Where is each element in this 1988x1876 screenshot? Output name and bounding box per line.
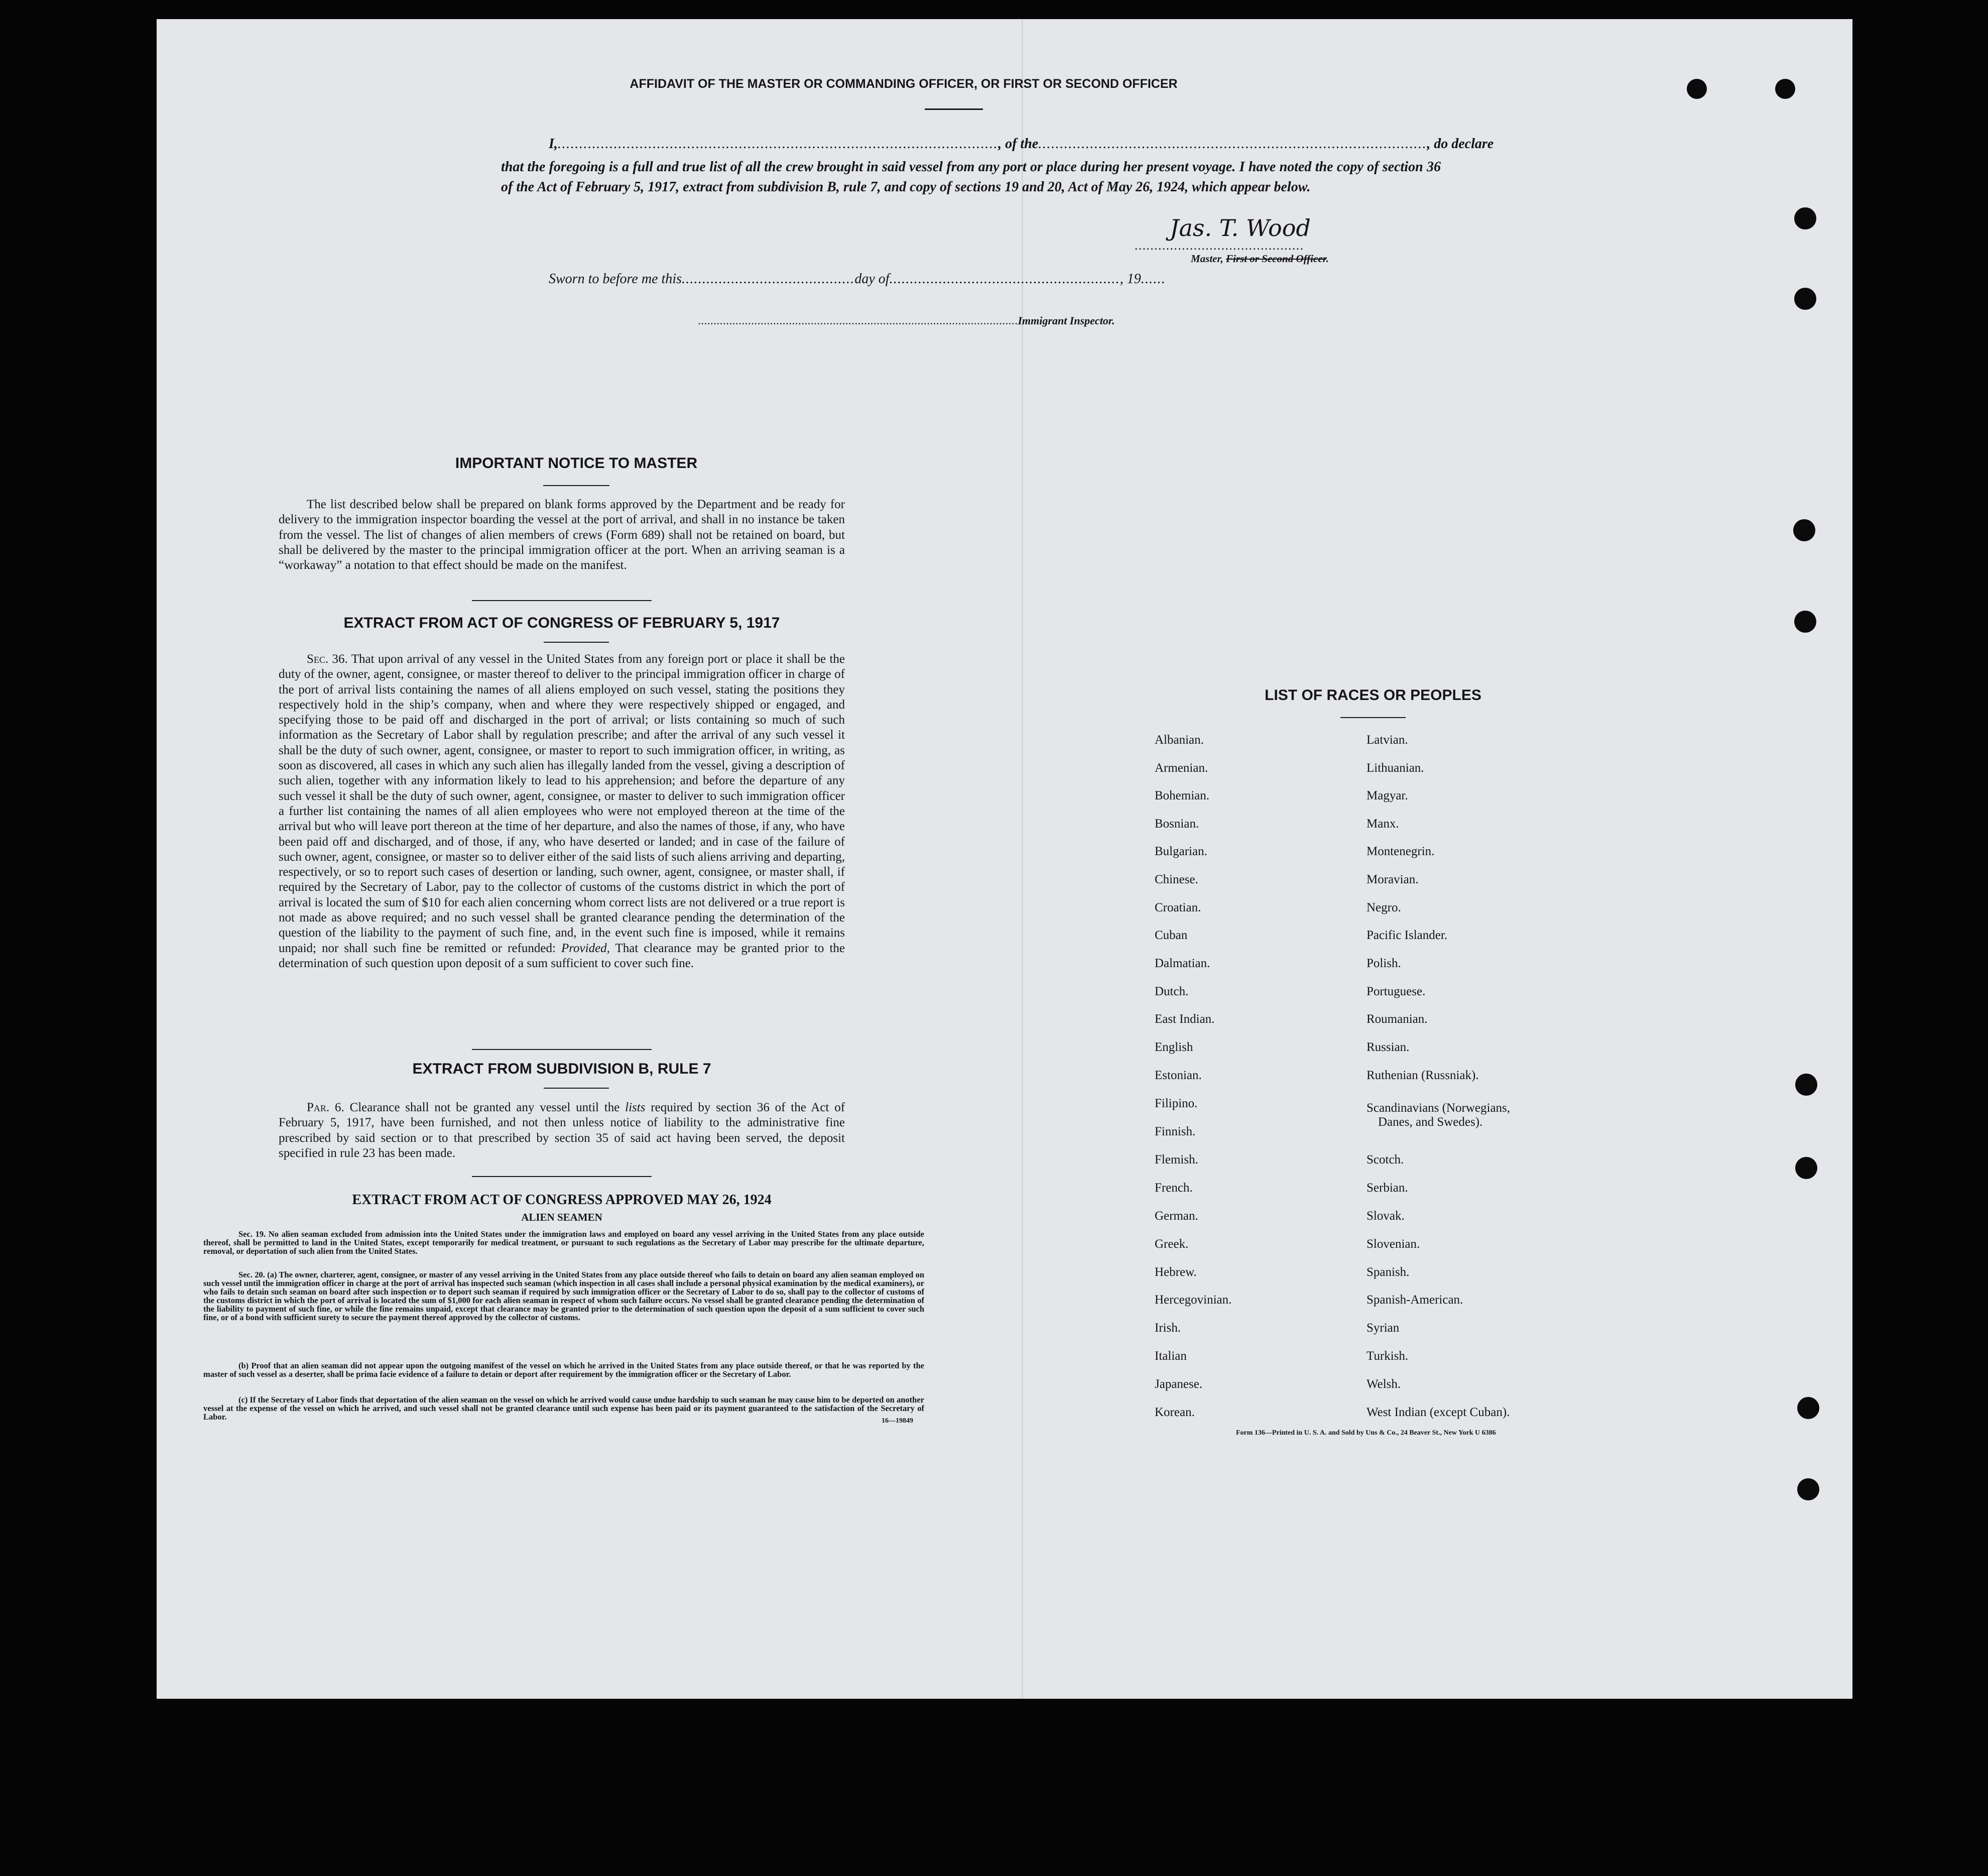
race-item: Bulgarian. bbox=[1155, 845, 1207, 858]
section-20b-text: (b) Proof that an alien seaman did not appear upon the outgoing manifest of the vessel on which he arrived in the United States from any place outside thereof, or that he was reported by the master of such vessel as a deserter, shall be prima facie evidence of a failure to detain or deport after requirement by the immigration officer or the Secretary of Labor. bbox=[203, 1361, 924, 1379]
race-item: West Indian (except Cuban). bbox=[1366, 1405, 1510, 1419]
sworn-line bbox=[549, 271, 1166, 287]
race-item: German. bbox=[1155, 1209, 1198, 1223]
form-footer: Form 136—Printed in U. S. A. and Sold by Uns & Co., 24 Beaver St., New York U 6386 bbox=[1236, 1429, 1496, 1437]
section-20a-text: Sec. 20. (a) The owner, charterer, agent, consignee, or master of any vessel arriving in the United States from any place outside thereof who fails to detain on board any alien seaman employed on such vessel until the immigration officer in charge at the port of arrival has inspected such seaman (which inspection in all cases shall include a personal physical examination by the medical examiners), or who fails to detain such seaman on board after such inspection or to deport such seaman if required by such immigration officer or the Secretary of Labor to do so, shall pay to the collector of customs of the customs district in which the port of arrival is located the sum of $1,000 for each alien seaman in respect of whom such failure occurs. No vessel shall be granted clearance pending the determination of the liability to payment of such fine, or while the fine remains unpaid, except that clearance may be granted prior to the determination of such question upon the deposit of a sum sufficient to cover such fine, or of a bond with sufficient surety to secure the payment thereof approved by the collector of customs. bbox=[203, 1270, 924, 1322]
rule-7-divider bbox=[472, 1176, 652, 1177]
extract-1917-title: EXTRACT FROM ACT OF CONGRESS OF FEBRUARY 5, 1917 bbox=[343, 615, 780, 631]
declaration-body: that the foregoing is a full and true list of all the crew brought in said vessel from any port or place during her present voyage. I have noted the copy of section 36 of the Act of February 5, 1917, extract from subdivision B, rule 7, and copy of sections 19 and 20, Act of May 26, 1924, which appear below. bbox=[501, 159, 1441, 195]
provided-word: Provided, bbox=[561, 941, 610, 955]
extract-1924-title: EXTRACT FROM ACT OF CONGRESS APPROVED MAY 26, 1924 bbox=[352, 1192, 772, 1208]
race-item: Slovenian. bbox=[1366, 1237, 1420, 1251]
year-prefix: , 19 bbox=[1120, 271, 1141, 287]
print-number: 16—19849 bbox=[882, 1417, 913, 1425]
race-item: Croatian. bbox=[1155, 901, 1201, 914]
master-label: Master, bbox=[1191, 253, 1223, 265]
declaration-i: I, bbox=[549, 136, 558, 152]
paragraph-6-body: Clearance shall not be granted any vessel until the bbox=[349, 1101, 620, 1114]
signature-line[interactable]: ........................................... bbox=[1135, 239, 1304, 253]
race-item: Albanian. bbox=[1155, 733, 1204, 747]
sworn-month-field[interactable]: ........................................................ bbox=[889, 271, 1120, 287]
inspector-line bbox=[698, 314, 1115, 327]
title-rule bbox=[925, 108, 983, 110]
race-item: Lithuanian. bbox=[1366, 761, 1424, 775]
race-item: Ruthenian (Russniak). bbox=[1366, 1069, 1479, 1082]
race-item: Dalmatian. bbox=[1155, 957, 1210, 970]
race-item: Japanese. bbox=[1155, 1377, 1203, 1391]
day-of-label: day of bbox=[854, 271, 890, 287]
of-the-label: , of the bbox=[998, 136, 1039, 152]
notice-divider bbox=[472, 600, 652, 601]
race-item: Dutch. bbox=[1155, 985, 1189, 998]
race-item: Greek. bbox=[1155, 1237, 1189, 1251]
punch-hole bbox=[1795, 1074, 1817, 1096]
paragraph-6-body-end: required by section 36 of the Act of February 5, 1917, have been furnished, and not then unless notice of liability to the administrative fine prescribed by said section or to that prescribed by section 35 of said act having been served, the deposit specified in rule 23 has been made. bbox=[279, 1101, 845, 1160]
race-item: Roumanian. bbox=[1366, 1012, 1428, 1026]
race-item: Danes, and Swedes). bbox=[1378, 1115, 1483, 1129]
affidavit-title: AFFIDAVIT OF THE MASTER OR COMMANDING OFFICER, OR FIRST OR SECOND OFFICER bbox=[630, 77, 1178, 91]
extract-1917-rule bbox=[544, 642, 609, 643]
extract-1917-divider bbox=[472, 1049, 652, 1050]
race-item: Turkish. bbox=[1366, 1349, 1409, 1363]
year-field[interactable]: ...... bbox=[1141, 271, 1166, 287]
punch-hole bbox=[1795, 1157, 1817, 1179]
race-item: Spanish-American. bbox=[1366, 1293, 1463, 1307]
race-item: Spanish. bbox=[1366, 1265, 1410, 1279]
race-item: Russian. bbox=[1366, 1040, 1410, 1054]
notice-rule bbox=[543, 485, 609, 486]
name-field[interactable]: ...................................................................................................... bbox=[557, 136, 999, 152]
races-rule bbox=[1340, 717, 1406, 718]
punch-hole bbox=[1797, 1397, 1819, 1419]
sworn-label: Sworn to before me this bbox=[549, 271, 682, 287]
notice-title: IMPORTANT NOTICE TO MASTER bbox=[455, 455, 698, 472]
race-item: Portuguese. bbox=[1366, 985, 1426, 998]
struck-officer-label: First or Second Officer bbox=[1226, 253, 1326, 265]
section-36-text bbox=[279, 652, 845, 971]
races-title: LIST OF RACES OR PEOPLES bbox=[1265, 687, 1481, 704]
section-19-text: Sec. 19. No alien seaman excluded from admission into the United States under the immigration laws and employed on board any vessel arriving in the United States from any place outside thereof, shall be permitted to land in the United States, except temporarily for medical treatment, or pursuant to such regulations as the Secretary of Labor may prescribe for the ultimate departure, removal, or deportation of such alien from the United States. bbox=[203, 1229, 924, 1256]
race-item: Moravian. bbox=[1366, 873, 1419, 886]
punch-hole bbox=[1687, 79, 1707, 99]
punch-hole bbox=[1794, 288, 1816, 310]
race-item: French. bbox=[1155, 1181, 1193, 1195]
race-item: Chinese. bbox=[1155, 873, 1198, 886]
race-item: Scandinavians (Norwegians, bbox=[1366, 1101, 1511, 1115]
race-item: Scotch. bbox=[1366, 1153, 1404, 1166]
punch-hole bbox=[1793, 519, 1815, 541]
race-item: English bbox=[1155, 1040, 1193, 1054]
punch-hole bbox=[1794, 611, 1816, 633]
race-item: Irish. bbox=[1155, 1321, 1181, 1335]
signature-handwriting: Jas. T. Wood bbox=[1170, 214, 1311, 242]
race-item: Bosnian. bbox=[1155, 817, 1199, 831]
race-item: Syrian bbox=[1366, 1321, 1400, 1335]
alien-seamen-subtitle: ALIEN SEAMEN bbox=[521, 1211, 602, 1223]
race-item: Welsh. bbox=[1366, 1377, 1401, 1391]
punch-hole bbox=[1775, 79, 1795, 99]
inspector-label: Immigrant Inspector. bbox=[1018, 314, 1115, 327]
paragraph-6-text bbox=[279, 1100, 845, 1161]
lists-word: lists bbox=[625, 1101, 646, 1114]
rule-7-rule bbox=[544, 1088, 609, 1089]
vessel-field[interactable]: .......................................................................................... bbox=[1038, 136, 1427, 152]
declaration-line bbox=[549, 136, 1494, 152]
race-item: Magyar. bbox=[1366, 789, 1408, 802]
officer-label-end: . bbox=[1326, 253, 1329, 265]
signature bbox=[1170, 214, 1381, 242]
punch-hole bbox=[1797, 1478, 1819, 1500]
inspector-field[interactable]: ...................................................................................................... bbox=[698, 314, 1018, 327]
section-36-body-end: That clearance may be granted prior to the determination of such question upon deposit of a sum sufficient to cover such fine. bbox=[279, 941, 845, 970]
officer-label bbox=[1191, 253, 1329, 265]
race-item: Bohemian. bbox=[1155, 789, 1210, 802]
section-36-label: Sec. 36. bbox=[307, 652, 348, 666]
race-item: Hercegovinian. bbox=[1155, 1293, 1232, 1307]
race-item: Estonian. bbox=[1155, 1069, 1202, 1082]
race-item: Finnish. bbox=[1155, 1125, 1196, 1138]
section-36-body: That upon arrival of any vessel in the United States from any foreign port or place it shall be the duty of the owner, agent, consignee, or master thereof to deliver to the principal immigration officer in charge of the port of arrival lists containing the names of all aliens employed on such vessel, stating the positions they respectively hold in the ship’s company, when and where they were respectively shipped or engaged, and specifying those to be paid off and discharged in the port of arrival; or lists containing so much of such information as the Secretary of Labor shall by regulation prescribe; and after the arrival of any such vessel it shall be the duty of such owner, agent, consignee, or master to report to such immigration officer, in writing, as soon as discovered, all cases in which any such alien has illegally landed from the vessel, giving a description of such alien, together with any information likely to lead to his apprehension; and before the departure of any such vessel it shall be the duty of such owner, agent, consignee, or master to deliver to such immigration officer a further list containing the names of all alien employees who were not employed thereon at the time of the arrival but who will leave port thereon at the time of her departure, and also the names of those, if any, who have been paid off and discharged, and of those, if any, who have deserted or landed; and in case of the failure of such owner, agent, consignee, or master so to deliver either of the said lists of such aliens arriving and departing, respectively, or so to report such cases of desertion or landing, such owner, agent, consignee, or master shall, if required by the Secretary of Labor, pay to the collector of customs of the customs district in which the port of arrival is located the sum of $10 for each alien concerning whom correct lists are not delivered or a true report is not made as above required; and no such vessel shall be granted clearance pending the determination of the question of the liability to the payment of such fine, and, in the event such fine is imposed, while it remains unpaid; nor shall such fine be remitted or refunded: bbox=[279, 652, 845, 955]
race-item: Korean. bbox=[1155, 1405, 1195, 1419]
race-item: East Indian. bbox=[1155, 1012, 1215, 1026]
race-item: Latvian. bbox=[1366, 733, 1408, 747]
race-item: Pacific Islander. bbox=[1366, 928, 1448, 942]
race-item: Serbian. bbox=[1366, 1181, 1408, 1195]
race-item: Slovak. bbox=[1366, 1209, 1405, 1223]
rule-7-title: EXTRACT FROM SUBDIVISION B, RULE 7 bbox=[412, 1061, 711, 1077]
race-item: Polish. bbox=[1366, 957, 1401, 970]
race-item: Italian bbox=[1155, 1349, 1187, 1363]
race-item: Cuban bbox=[1155, 928, 1188, 942]
race-item: Flemish. bbox=[1155, 1153, 1198, 1166]
do-declare-label: , do declare bbox=[1427, 136, 1494, 152]
race-item: Negro. bbox=[1366, 901, 1401, 914]
race-item: Montenegrin. bbox=[1366, 845, 1435, 858]
notice-text: The list described below shall be prepared on blank forms approved by the Department and be ready for delivery to the immigration inspector boarding the vessel at the port of arrival, and shall in no instance be taken from the vessel. The list of changes of alien members of crews (Form 689) shall not be retained on board, but shall be delivered by the master to the principal immigration officer at the port. When an arriving seaman is a “workaway” a notation to that effect should be made on the manifest. bbox=[279, 498, 845, 572]
sworn-day-field[interactable]: .......................................... bbox=[681, 271, 855, 287]
race-item: Hebrew. bbox=[1155, 1265, 1197, 1279]
punch-hole bbox=[1794, 207, 1816, 229]
race-item: Armenian. bbox=[1155, 761, 1208, 775]
race-item: Manx. bbox=[1366, 817, 1399, 831]
paragraph-6-label: Par. 6. bbox=[307, 1101, 344, 1114]
race-item: Filipino. bbox=[1155, 1097, 1198, 1110]
section-20c-text: (c) If the Secretary of Labor finds that deportation of the alien seaman on the vessel on which he arrived would cause undue hardship to such seaman he may cause him to be deported on another vessel at the expense of the vessel on which he arrived, and such vessel shall not be granted clearance until such expense has been paid or its payment guaranteed to the satisfaction of the Secretary of Labor. bbox=[203, 1395, 924, 1422]
